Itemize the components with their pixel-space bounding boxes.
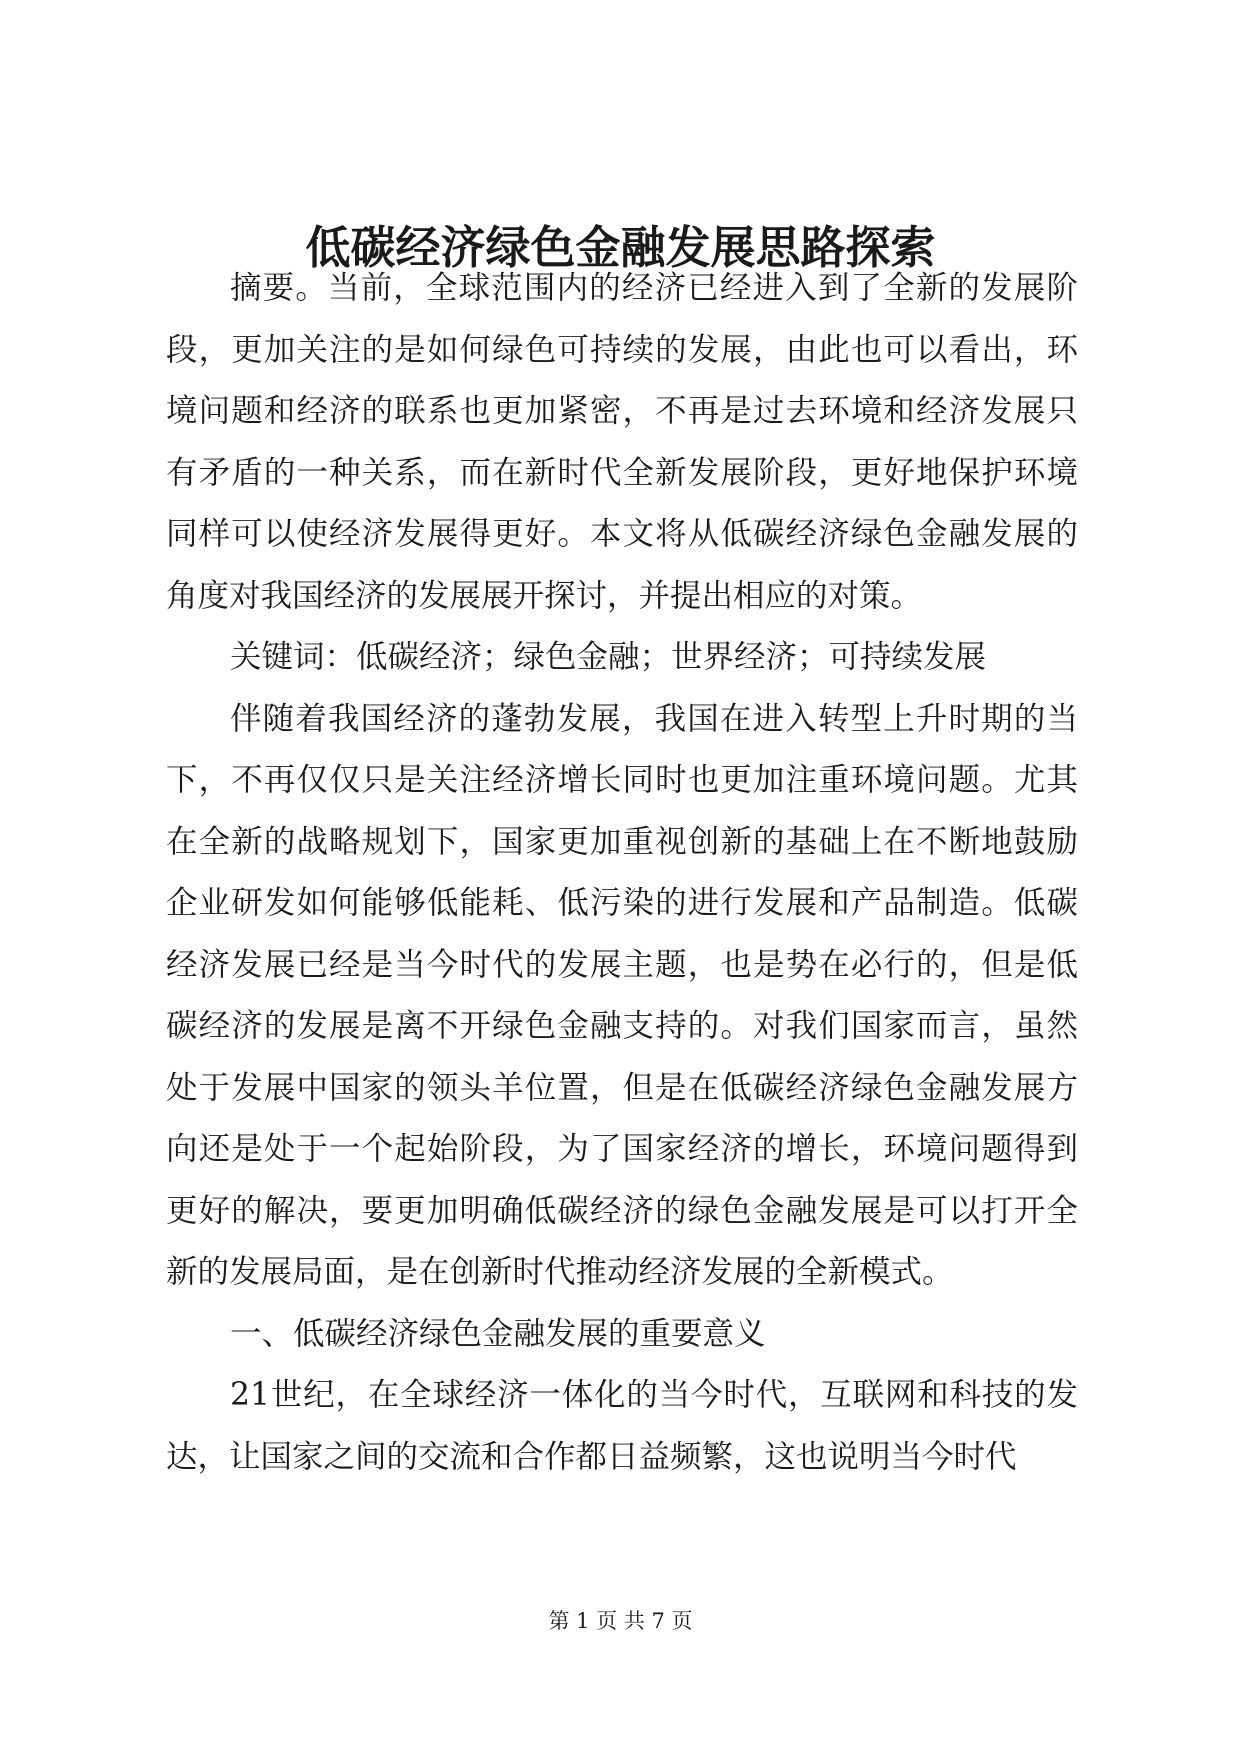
- page-footer: 第 1 页 共 7 页: [548, 1609, 693, 1633]
- document-body: [166, 258, 1078, 1488]
- document-title: 低碳经济绿色金融发展思路探索: [305, 221, 936, 274]
- section-heading: 一、低碳经济绿色金融发展的重要意义: [230, 1315, 766, 1352]
- keywords-paragraph: 关键词：低碳经济；绿色金融；世界经济；可持续发展: [230, 639, 987, 675]
- abstract-paragraph: 摘要。当前，全球范围内的经济已经进入到了全新的发展阶段，更加关注的是如何绿色可持续的发展，由此也可以看出，环境问题和经济的联系也更加紧密，不再是过去环境和经济发展只有矛盾的一种关系，而在新时代全新发展阶段，更好地保护环境同样可以使经济发展得更好。本文将从低碳经济绿色金融发展的角度对我国经济的发展展开探讨，并提出相应的对策。: [166, 270, 1078, 614]
- section-paragraph: 21世纪，在全球经济一体化的当今时代，互联网和科技的发达，让国家之间的交流和合作都日益频繁，这也说明当今时代: [166, 1377, 1078, 1475]
- intro-paragraph: 伴随着我国经济的蓬勃发展，我国在进入转型上升时期的当下，不再仅仅只是关注经济增长同时也更加注重环境问题。尤其在全新的战略规划下，国家更加重视创新的基础上在不断地鼓励企业研发如何能够低能耗、低污染的进行发展和产品制造。低碳经济发展已经是当今时代的发展主题，也是势在必行的，但是低碳经济的发展是离不开绿色金融支持的。对我们国家而言，虽然处于发展中国家的领头羊位置，但是在低碳经济绿色金融发展方向还是处于一个起始阶段，为了国家经济的增长，环境问题得到更好的解决，要更加明确低碳经济的绿色金融发展是可以打开全新的发展局面，是在创新时代推动经济发展的全新模式。: [166, 700, 1078, 1290]
